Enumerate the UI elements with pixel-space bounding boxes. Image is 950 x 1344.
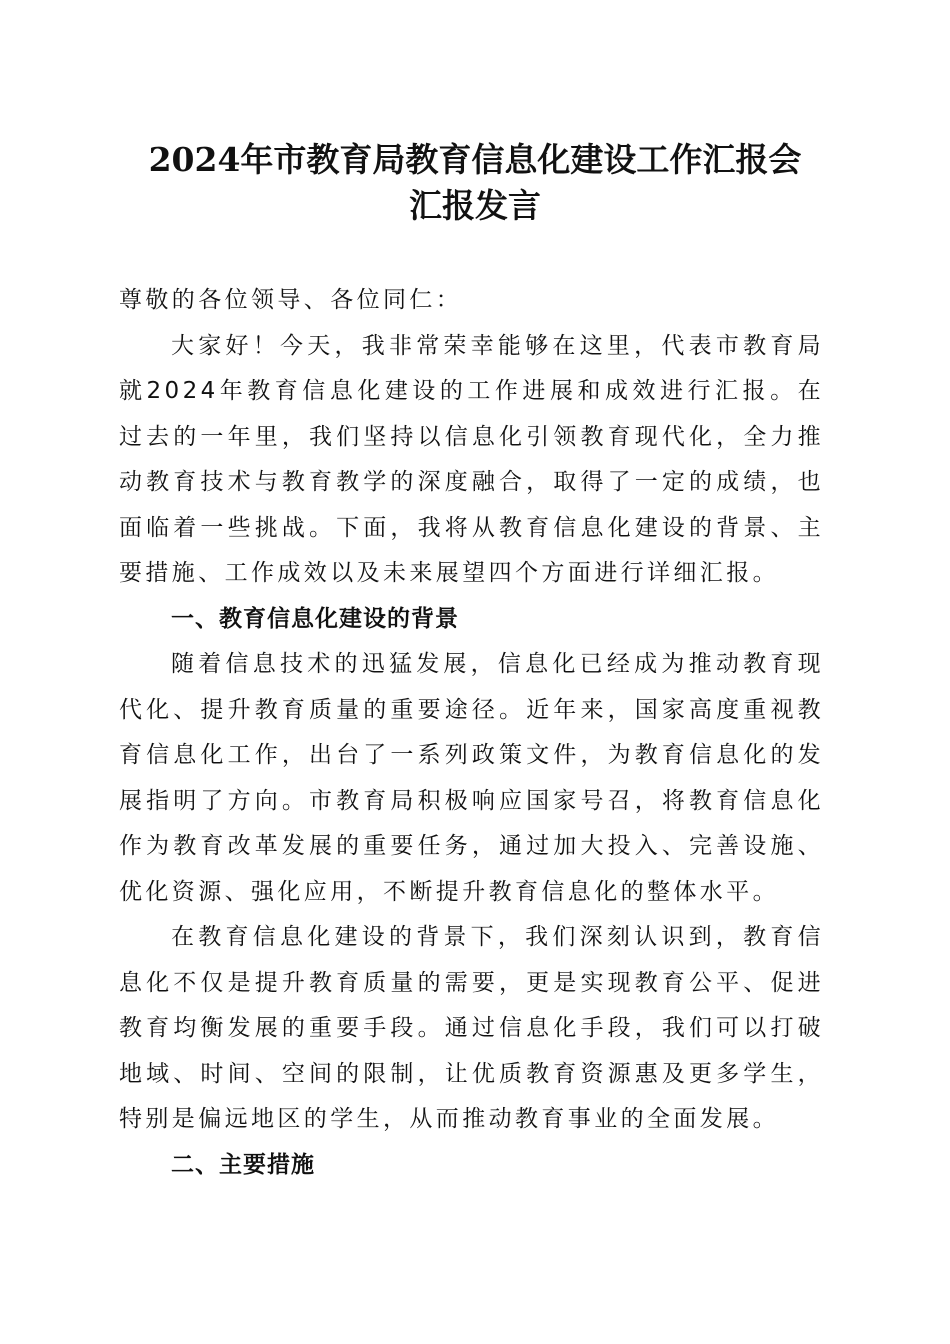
section-1-paragraph-1: 随着信息技术的迅猛发展，信息化已经成为推动教育现代化、提升教育质量的重要途径。近年来，国家高度重视教育信息化工作，出台了一系列政策文件，为教育信息化的发展指明了方向。市教育局积极响应国家号召，将教育信息化作为教育改革发展的重要任务，通过加大投入、完善设施、优化资源、强化应用，不断提升教育信息化的整体水平。 <box>119 651 824 905</box>
intro-paragraph: 大家好！今天，我非常荣幸能够在这里，代表市教育局就2024年教育信息化建设的工作进展和成效进行汇报。在过去的一年里，我们坚持以信息化引领教育现代化，全力推动教育技术与教育教学的深度融合，取得了一定的成绩，也面临着一些挑战。下面，我将从教育信息化建设的背景、主要措施、工作成效以及未来展望四个方面进行详细汇报。 <box>119 332 824 586</box>
document-title-line-1: 2024年市教育局教育信息化建设工作汇报会 <box>148 140 802 179</box>
section-2-heading: 二、主要措施 <box>171 1151 315 1178</box>
document-body <box>119 278 824 1188</box>
section-1-paragraph-2: 在教育信息化建设的背景下，我们深刻认识到，教育信息化不仅是提升教育质量的需要，更是实现教育公平、促进教育均衡发展的重要手段。通过信息化手段，我们可以打破地域、时间、空间的限制，让优质教育资源惠及更多学生，特别是偏远地区的学生，从而推动教育事业的全面发展。 <box>119 924 824 1132</box>
section-1-heading: 一、教育信息化建设的背景 <box>171 605 459 632</box>
document-title-line-2: 汇报发言 <box>409 186 541 225</box>
salutation: 尊敬的各位领导、各位同仁： <box>119 287 463 313</box>
